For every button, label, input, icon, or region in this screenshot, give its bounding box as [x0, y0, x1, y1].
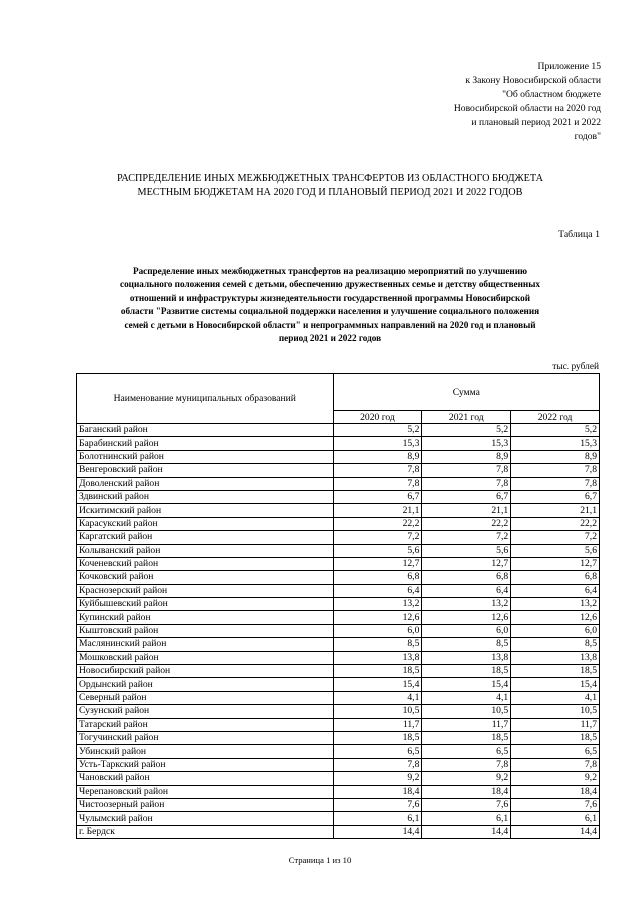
value-2020-cell: 13,8	[333, 651, 422, 664]
appendix-line: годов"	[574, 131, 601, 142]
column-header-sum: Сумма	[333, 374, 599, 411]
value-2021-cell: 13,8	[422, 651, 511, 664]
table-row	[77, 825, 600, 838]
municipality-cell: Татарский район	[77, 718, 334, 731]
value-2021-cell: 7,8	[422, 477, 511, 490]
municipality-cell: Искитимский район	[77, 504, 334, 517]
value-2021-cell: 9,2	[422, 772, 511, 785]
municipality-cell: Мошковский район	[77, 651, 334, 664]
table-row	[77, 424, 600, 437]
municipality-cell: Маслянинский район	[77, 638, 334, 651]
value-2021-cell: 7,8	[422, 758, 511, 771]
table-row	[77, 731, 600, 744]
value-2020-cell: 12,7	[333, 557, 422, 570]
value-2022-cell: 11,7	[511, 718, 600, 731]
value-2022-cell: 15,4	[511, 678, 600, 691]
column-header-municipality: Наименование муниципальных образований	[77, 374, 334, 424]
municipality-cell: Черепановский район	[77, 785, 334, 798]
value-2021-cell: 11,7	[422, 718, 511, 731]
value-2020-cell: 7,2	[333, 531, 422, 544]
value-2021-cell: 6,0	[422, 624, 511, 637]
value-2020-cell: 6,7	[333, 490, 422, 503]
table-row	[77, 437, 600, 450]
table-row	[77, 638, 600, 651]
value-2020-cell: 9,2	[333, 772, 422, 785]
value-2021-cell: 15,4	[422, 678, 511, 691]
value-2020-cell: 14,4	[333, 825, 422, 838]
value-2021-cell: 14,4	[422, 825, 511, 838]
municipality-cell: Чистоозерный район	[77, 798, 334, 811]
table-row	[77, 598, 600, 611]
municipality-cell: Здвинский район	[77, 490, 334, 503]
municipality-cell: Барабинский район	[77, 437, 334, 450]
value-2022-cell: 7,8	[511, 477, 600, 490]
value-2022-cell: 18,5	[511, 731, 600, 744]
value-2021-cell: 6,7	[422, 490, 511, 503]
municipality-cell: Тогучинский район	[77, 731, 334, 744]
value-2020-cell: 21,1	[333, 504, 422, 517]
table-row	[77, 785, 600, 798]
municipality-cell: Кыштовский район	[77, 624, 334, 637]
value-2020-cell: 12,6	[333, 611, 422, 624]
value-2021-cell: 6,5	[422, 745, 511, 758]
municipality-cell: Усть-Таркский район	[77, 758, 334, 771]
value-2021-cell: 22,2	[422, 517, 511, 530]
value-2022-cell: 6,0	[511, 624, 600, 637]
table-row	[77, 691, 600, 704]
value-2021-cell: 13,2	[422, 598, 511, 611]
value-2022-cell: 12,7	[511, 557, 600, 570]
table-row	[77, 812, 600, 825]
title-line-1: РАСПРЕДЕЛЕНИЕ ИНЫХ МЕЖБЮДЖЕТНЫХ ТРАНСФЕРТОВ ИЗ ОБЛАСТНОГО БЮДЖЕТА	[117, 173, 543, 184]
subtitle-line: отношений и инфраструктуры жизнедеятельности государственной программы Новосибирской	[129, 292, 531, 303]
value-2021-cell: 15,3	[422, 437, 511, 450]
value-2022-cell: 12,6	[511, 611, 600, 624]
value-2022-cell: 6,8	[511, 571, 600, 584]
municipality-cell: Доволенский район	[77, 477, 334, 490]
table-row	[77, 718, 600, 731]
value-2020-cell: 13,2	[333, 598, 422, 611]
municipality-cell: Болотнинский район	[77, 450, 334, 463]
municipality-cell: Северный район	[77, 691, 334, 704]
value-2020-cell: 18,5	[333, 731, 422, 744]
value-2022-cell: 7,2	[511, 531, 600, 544]
table-row	[77, 798, 600, 811]
table-row	[77, 557, 600, 570]
municipality-cell: Куйбышевский район	[77, 598, 334, 611]
value-2022-cell: 14,4	[511, 825, 600, 838]
table-row	[77, 477, 600, 490]
document-title	[60, 172, 600, 200]
table-subtitle	[60, 265, 600, 345]
value-2021-cell: 12,6	[422, 611, 511, 624]
municipality-cell: Каргатский район	[77, 531, 334, 544]
value-2021-cell: 8,9	[422, 450, 511, 463]
value-2021-cell: 7,2	[422, 531, 511, 544]
table-row	[77, 611, 600, 624]
value-2020-cell: 6,8	[333, 571, 422, 584]
value-2022-cell: 13,2	[511, 598, 600, 611]
value-2021-cell: 18,5	[422, 665, 511, 678]
municipality-cell: г. Бердск	[77, 825, 334, 838]
table-row	[77, 624, 600, 637]
table-row	[77, 490, 600, 503]
value-2022-cell: 5,6	[511, 544, 600, 557]
page-number: Страница 1 из 10	[288, 855, 352, 865]
table-row	[77, 504, 600, 517]
table-row	[77, 571, 600, 584]
municipality-cell: Чулымский район	[77, 812, 334, 825]
value-2021-cell: 6,8	[422, 571, 511, 584]
value-2022-cell: 21,1	[511, 504, 600, 517]
value-2022-cell: 8,9	[511, 450, 600, 463]
value-2022-cell: 10,5	[511, 705, 600, 718]
municipality-cell: Купинский район	[77, 611, 334, 624]
column-header-2020: 2020 год	[333, 411, 422, 424]
value-2021-cell: 6,1	[422, 812, 511, 825]
value-2022-cell: 6,1	[511, 812, 600, 825]
value-2022-cell: 18,5	[511, 665, 600, 678]
value-2020-cell: 8,5	[333, 638, 422, 651]
value-2020-cell: 6,0	[333, 624, 422, 637]
value-2020-cell: 15,4	[333, 678, 422, 691]
value-2020-cell: 7,8	[333, 758, 422, 771]
value-2022-cell: 6,4	[511, 584, 600, 597]
value-2022-cell: 15,3	[511, 437, 600, 450]
municipality-cell: Ордынский район	[77, 678, 334, 691]
value-2020-cell: 6,4	[333, 584, 422, 597]
appendix-line: "Об областном бюджете	[502, 89, 601, 100]
value-2020-cell: 11,7	[333, 718, 422, 731]
value-2021-cell: 7,6	[422, 798, 511, 811]
municipality-cell: Убинский район	[77, 745, 334, 758]
value-2022-cell: 22,2	[511, 517, 600, 530]
table-row	[77, 531, 600, 544]
value-2020-cell: 8,9	[333, 450, 422, 463]
municipality-cell: Сузунский район	[77, 705, 334, 718]
value-2021-cell: 18,5	[422, 731, 511, 744]
municipality-cell: Коченевский район	[77, 557, 334, 570]
value-2022-cell: 9,2	[511, 772, 600, 785]
value-2021-cell: 5,2	[422, 424, 511, 437]
subtitle-line: социального положения семей с детьми, обеспечению дружественных семье и детству общественных	[120, 279, 540, 290]
subtitle-line: семей с детьми в Новосибирской области" и непрограммных направлений на 2020 год и плановый	[124, 319, 536, 330]
column-header-2022: 2022 год	[511, 411, 600, 424]
subtitle-line: области "Развитие системы социальной поддержки населения и улучшение социального положения	[120, 306, 540, 317]
value-2022-cell: 7,8	[511, 758, 600, 771]
appendix-line: к Закону Новосибирской области	[465, 75, 601, 86]
value-2021-cell: 12,7	[422, 557, 511, 570]
value-2021-cell: 7,8	[422, 464, 511, 477]
appendix-line: Приложение 15	[537, 61, 601, 72]
table-row	[77, 665, 600, 678]
table-row	[77, 517, 600, 530]
value-2021-cell: 4,1	[422, 691, 511, 704]
municipality-cell: Чановский район	[77, 772, 334, 785]
subtitle-line: период 2021 и 2022 годов	[278, 333, 382, 344]
appendix-line: Новосибирской области на 2020 год	[453, 103, 601, 114]
municipality-cell: Венгеровский район	[77, 464, 334, 477]
subtitle-line: Распределение иных межбюджетных трансфертов на реализацию мероприятий по улучшению	[132, 266, 528, 276]
appendix-reference	[371, 60, 601, 144]
transfers-table	[76, 373, 600, 839]
value-2020-cell: 5,6	[333, 544, 422, 557]
table-row	[77, 705, 600, 718]
value-2021-cell: 6,4	[422, 584, 511, 597]
municipality-cell: Баганский район	[77, 424, 334, 437]
table-row	[77, 450, 600, 463]
units-label: тыс. рублей	[552, 362, 599, 372]
value-2021-cell: 8,5	[422, 638, 511, 651]
table-number: Таблица 1	[558, 229, 600, 240]
value-2020-cell: 6,5	[333, 745, 422, 758]
value-2020-cell: 22,2	[333, 517, 422, 530]
table-row	[77, 772, 600, 785]
value-2021-cell: 10,5	[422, 705, 511, 718]
value-2020-cell: 15,3	[333, 437, 422, 450]
value-2022-cell: 6,5	[511, 745, 600, 758]
value-2022-cell: 4,1	[511, 691, 600, 704]
table-row	[77, 464, 600, 477]
table-row	[77, 758, 600, 771]
table-row	[77, 544, 600, 557]
value-2020-cell: 18,4	[333, 785, 422, 798]
value-2021-cell: 21,1	[422, 504, 511, 517]
value-2022-cell: 5,2	[511, 424, 600, 437]
value-2020-cell: 6,1	[333, 812, 422, 825]
table-row	[77, 584, 600, 597]
table-row	[77, 651, 600, 664]
value-2020-cell: 7,6	[333, 798, 422, 811]
table-row	[77, 678, 600, 691]
value-2021-cell: 18,4	[422, 785, 511, 798]
municipality-cell: Краснозерский район	[77, 584, 334, 597]
value-2020-cell: 10,5	[333, 705, 422, 718]
value-2020-cell: 5,2	[333, 424, 422, 437]
value-2022-cell: 7,6	[511, 798, 600, 811]
municipality-cell: Кочковский район	[77, 571, 334, 584]
value-2021-cell: 5,6	[422, 544, 511, 557]
value-2020-cell: 7,8	[333, 464, 422, 477]
value-2022-cell: 18,4	[511, 785, 600, 798]
municipality-cell: Карасукский район	[77, 517, 334, 530]
value-2020-cell: 18,5	[333, 665, 422, 678]
value-2022-cell: 6,7	[511, 490, 600, 503]
value-2020-cell: 4,1	[333, 691, 422, 704]
municipality-cell: Колыванский район	[77, 544, 334, 557]
table-row	[77, 745, 600, 758]
value-2022-cell: 7,8	[511, 464, 600, 477]
title-line-2: МЕСТНЫМ БЮДЖЕТАМ НА 2020 ГОД И ПЛАНОВЫЙ ПЕРИОД 2021 И 2022 ГОДОВ	[137, 187, 523, 198]
column-header-2021: 2021 год	[422, 411, 511, 424]
value-2020-cell: 7,8	[333, 477, 422, 490]
appendix-line: и плановый период 2021 и 2022	[471, 117, 601, 128]
municipality-cell: Новосибирский район	[77, 665, 334, 678]
value-2022-cell: 8,5	[511, 638, 600, 651]
value-2022-cell: 13,8	[511, 651, 600, 664]
